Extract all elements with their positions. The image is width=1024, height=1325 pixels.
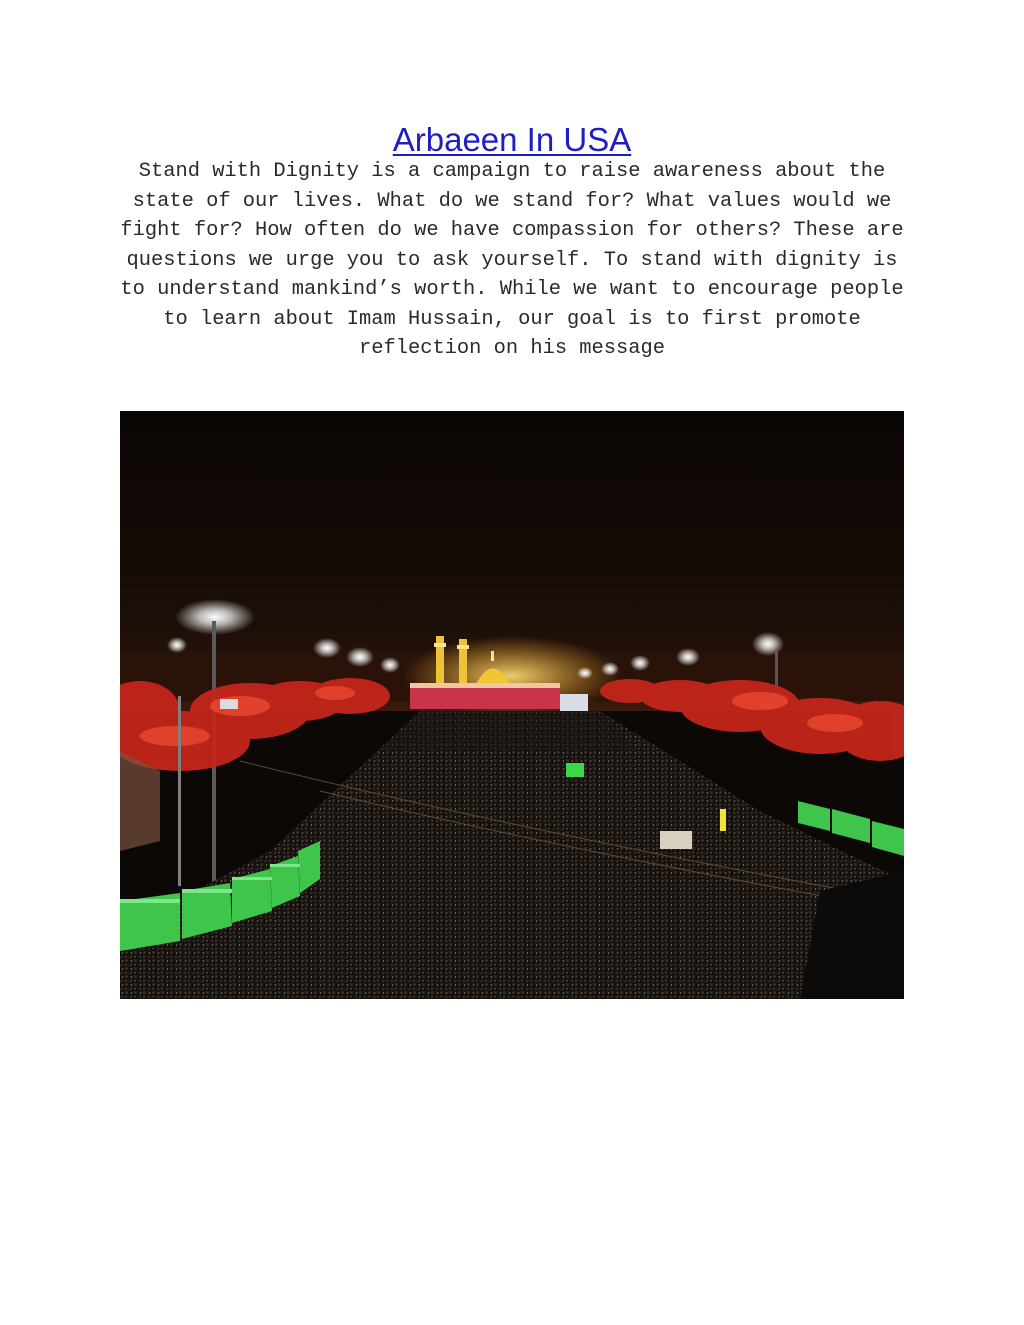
intro-paragraph: Stand with Dignity is a campaign to raise awareness about the state of our lives. What do we stand for? What values would we fight for? How often do we have compassion for others? These are questions we urge you to ask yourself. To stand with dignity is to understand mankind’s worth. While we want to encourage people to learn about Imam Hussain, our goal is to first promote reflection on his message: [120, 160, 904, 360]
page-title-link[interactable]: Arbaeen In USA: [392, 121, 632, 158]
photo-illustration: [120, 411, 904, 999]
shrine-crowd-photo: [120, 411, 904, 999]
